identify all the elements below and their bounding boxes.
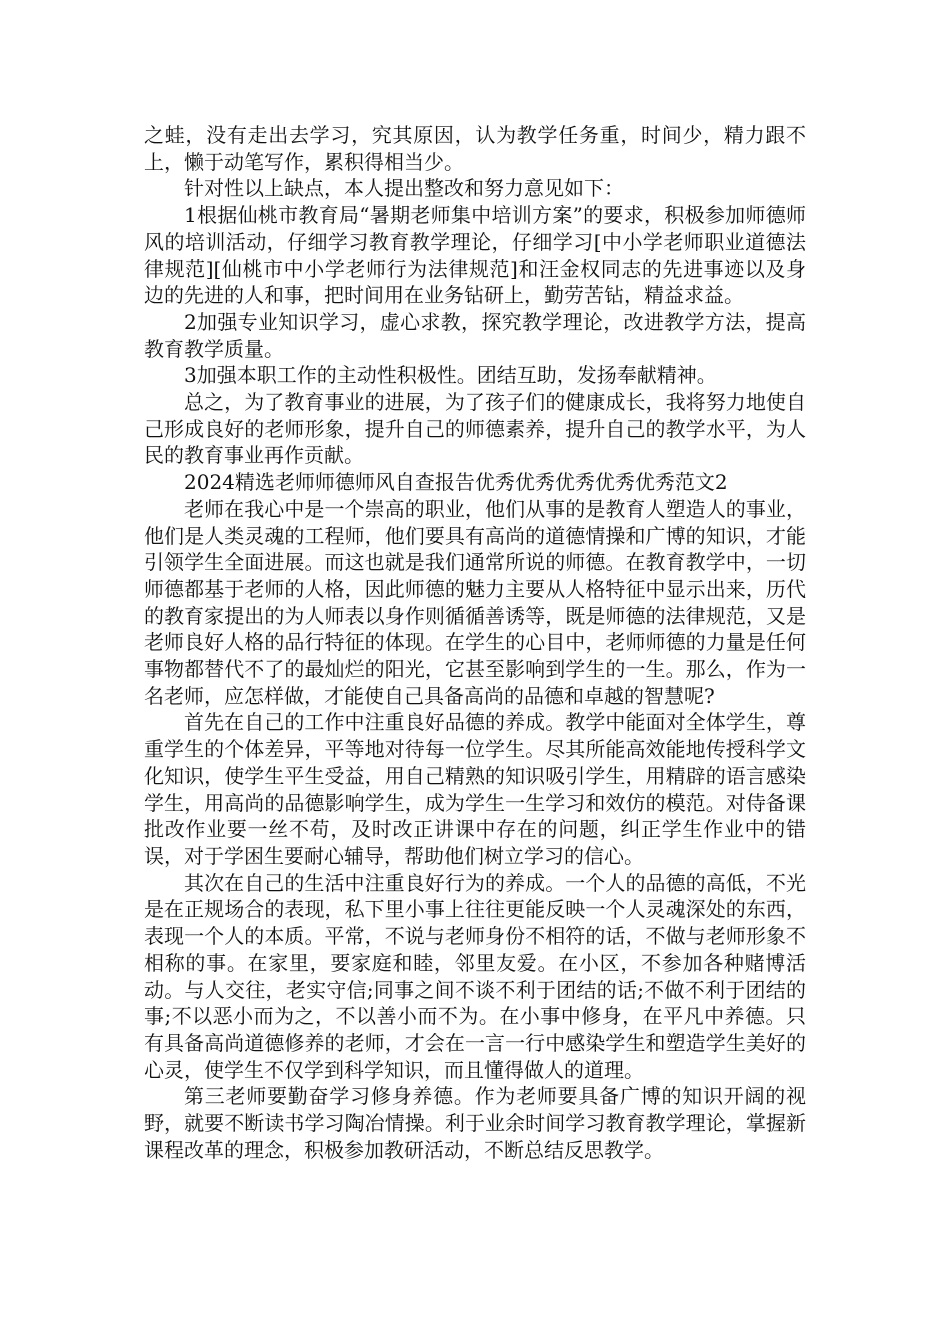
paragraph-item-2: 2加强专业知识学习，虚心求教，探究教学理论，改进教学方法，提高教育教学质量。: [144, 309, 806, 361]
section-heading: 2024精选老师师德师风自查报告优秀优秀优秀优秀优秀范文2: [184, 470, 728, 495]
paragraph-item-1: 1根据仙桃市教育局“暑期老师集中培训方案”的要求，积极参加师德师风的培训活动，仔细学习教育教学理论，仔细学习[中小学老师职业道德法律规范][仙桃市中小学老师行为法律规范]和汪金权同志的先进事迹以及身边的先进的人和事，把时间用在业务钻研上，勤劳苦钻，精益求益。: [144, 203, 806, 308]
paragraph-conclusion: 总之，为了教育事业的进展，为了孩子们的健康成长，我将努力地使自己形成良好的老师形象，提升自己的师德素养，提升自己的教学水平，为人民的教育事业再作贡献。: [144, 390, 806, 468]
paragraph-teacher-intro: 老师在我心中是一个崇高的职业，他们从事的是教育人塑造人的事业，他们是人类灵魂的工程师，他们要具有高尚的道德情操和广博的知识，才能引领学生全面进展。而这也就是我们通常所说的师德。在教育教学中，一切师德都基于老师的人格，因此师德的魅力主要从人格特征中显示出来，历代的教育家提出的为人师表以身作则循循善诱等，既是师德的法律规范，又是老师良好人格的品行特征的体现。在学生的心目中，老师师德的力量是任何事物都替代不了的最灿烂的阳光，它甚至影响到学生的一生。那么，作为一名老师，应怎样做，才能使自己具备高尚的品德和卓越的智慧呢?: [144, 496, 806, 708]
paragraph-life-behavior: 其次在自己的生活中注重良好行为的养成。一个人的品德的高低，不光是在正规场合的表现，私下里小事上往往更能反映一个人灵魂深处的东西，表现一个人的本质。平常，不说与老师身份不相符的话，不做与老师形象不相称的事。在家里，要家庭和睦，邻里友爱。在小区，不参加各种赌博活动。与人交往，老实守信;同事之间不谈不利于团结的话;不做不利于团结的事;不以恶小而为之，不以善小而不为。在小事中修身，在平凡中养德。只有具备高尚道德修养的老师，才会在一言一行中感染学生和塑造学生美好的心灵，使学生不仅学到科学知识，而且懂得做人的道理。: [144, 870, 806, 1082]
paragraph-item-3: 3加强本职工作的主动性积极性。团结互助，发扬奉献精神。: [184, 363, 717, 388]
paragraph-rectification-intro: 针对性以上缺点，本人提出整改和努力意见如下：: [184, 176, 624, 201]
paragraph-study-cultivation: 第三老师要勤奋学习修身养德。作为老师要具备广博的知识开阔的视野，就要不断读书学习陶冶情操。利于业余时间学习教育教学理论，掌握新课程改革的理念，积极参加教研活动，不断总结反思教学。: [144, 1084, 806, 1162]
paragraph-continuation: 之蛙，没有走出去学习，究其原因，认为教学任务重，时间少，精力跟不上，懒于动笔写作，累积得相当少。: [144, 123, 806, 174]
document-page: [144, 122, 806, 1163]
paragraph-work-virtue: 首先在自己的工作中注重良好品德的养成。教学中能面对全体学生，尊重学生的个体差异，平等地对待每一位学生。尽其所能高效能地传授科学文化知识，使学生平生受益，用自己精熟的知识吸引学生，用精辟的语言感染学生，用高尚的品德影响学生，成为学生一生学习和效仿的模范。对侍备课批改作业要一丝不苟，及时改正讲课中存在的问题，纠正学生作业中的错误，对于学困生要耐心辅导，帮助他们树立学习的信心。: [144, 710, 806, 868]
